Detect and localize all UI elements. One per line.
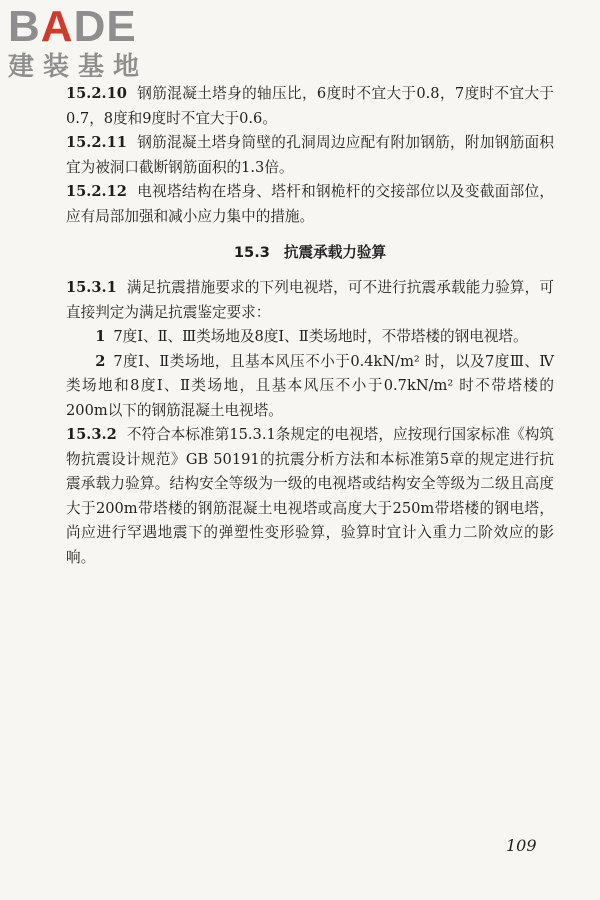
clause-15-2-11: 15.2.11 钢筋混凝土塔身筒壁的孔洞周边应配有附加钢筋，附加钢筋面积宜为被洞口截断钢筋面积的1.3倍。 xyxy=(66,134,554,176)
clause-15-3-2: 15.3.2 不符合本标准第15.3.1条规定的电视塔，应按现行国家标准《构筑物抗震设计规范》GB 50191的抗震分析方法和本标准第5章的规定进行抗震承载力验算。结构安全等级为一级的电视塔或结构安全等级为二级且高度大于200m带塔楼的钢筋混凝土电视塔或高度大于250m带塔楼的钢电塔，尚应进行罕遇地震下的弹塑性变形验算，验算时宜计入重力二阶效应的影响。 xyxy=(66,426,554,566)
clause-15-3-1: 15.3.1 满足抗震措施要求的下列电视塔，可不进行抗震承载能力验算，可直接判定为满足抗震鉴定要求： xyxy=(66,279,554,321)
logo-subtitle: 建装基地 xyxy=(8,52,149,82)
clause-15-3-1-item-2: 2 7度Ⅰ、Ⅱ类场地，且基本风压不小于0.4kN/m² 时，以及7度Ⅲ、Ⅳ类场地和8度Ⅰ、Ⅱ类场地，且基本风压不小于0.7kN/m² 时不带塔楼的200m以下的钢筋混凝土电视塔。 xyxy=(66,352,554,419)
clause-15-2-10: 15.2.10 钢筋混凝土塔身的轴压比，6度时不宜大于0.8，7度时不宜大于0.7，8度和9度时不宜大于0.6。 xyxy=(66,85,554,127)
page-body xyxy=(66,82,554,570)
logo-wordmark: BADE xyxy=(8,2,137,51)
clause-15-3-1-item-1: 1 7度Ⅰ、Ⅱ、Ⅲ类场地及8度Ⅰ、Ⅱ类场地时，不带塔楼的钢电视塔。 xyxy=(95,328,528,345)
page-number: 109 xyxy=(506,836,537,855)
section-heading: 15.3 抗震承载力验算 xyxy=(233,244,387,261)
bade-logo xyxy=(8,4,178,92)
clause-15-2-12: 15.2.12 电视塔结构在塔身、塔杆和钢桅杆的交接部位以及变截面部位，应有局部加强和减小应力集中的措施。 xyxy=(66,183,554,225)
